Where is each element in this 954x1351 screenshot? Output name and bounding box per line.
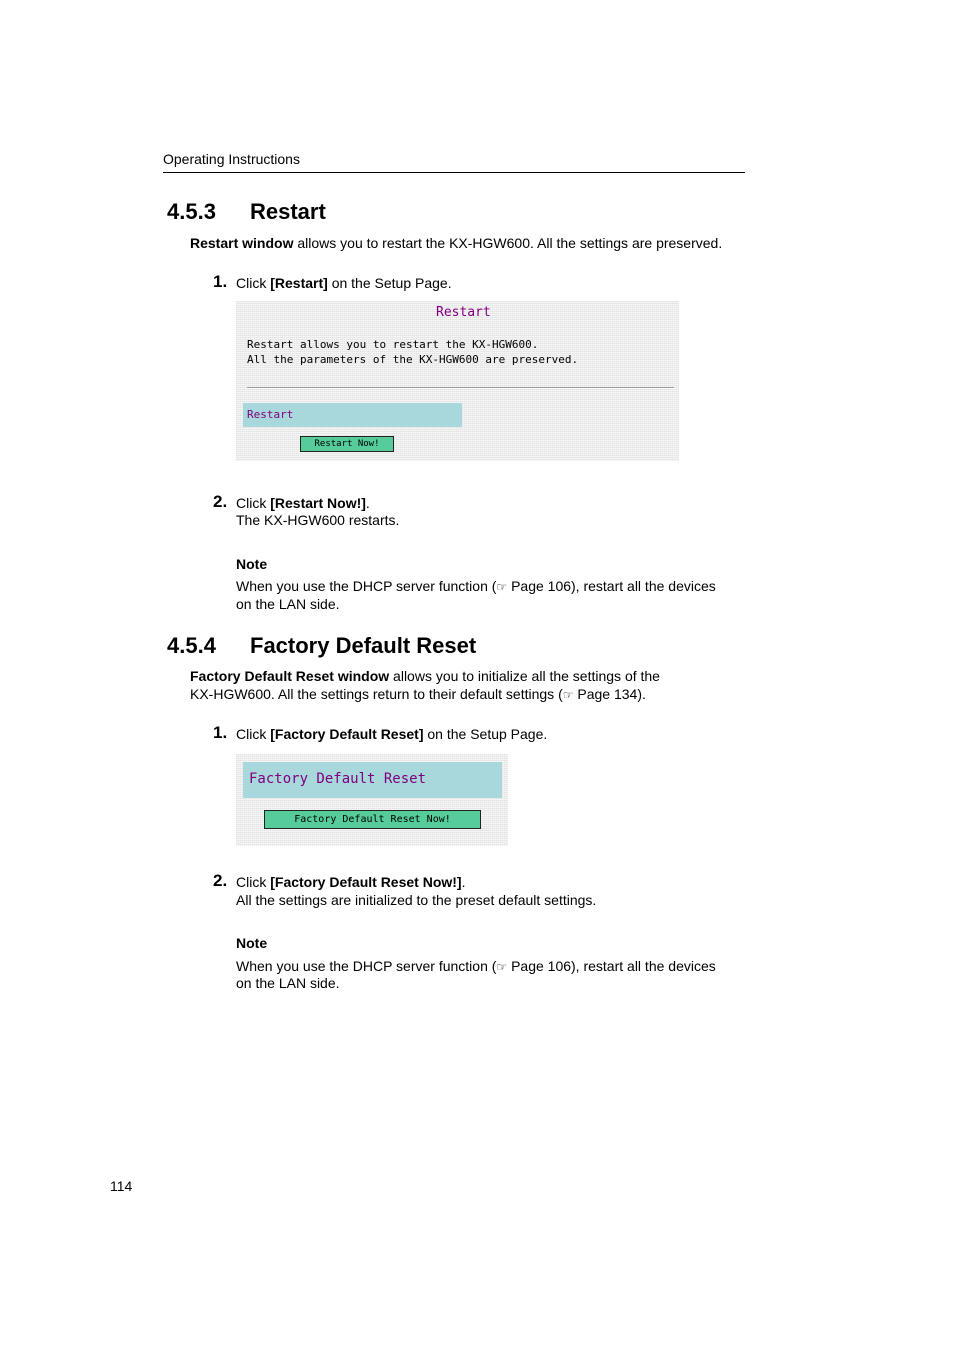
factory-step1-text <box>236 725 547 743</box>
restart-step1-text <box>236 274 452 292</box>
factory-section-bar <box>243 762 502 798</box>
factory-intro-bold: Factory Default Reset window <box>190 668 390 684</box>
restart-bar-label: Restart <box>247 408 294 421</box>
factory-step2-post: . <box>461 874 466 890</box>
factory-intro-line1 <box>190 667 660 685</box>
page-number: 114 <box>110 1178 133 1194</box>
factory-note-heading: Note <box>236 935 268 951</box>
restart-note-post: Page 106), restart all the devices <box>507 578 716 594</box>
factory-intro-line2-post: Page 134). <box>573 686 646 702</box>
factory-step1-post: on the Setup Page. <box>423 726 548 742</box>
restart-step2-pre: Click <box>236 495 271 511</box>
factory-step2-result: All the settings are initialized to the preset default settings. <box>236 892 597 908</box>
factory-step2-number: 2. <box>213 871 228 890</box>
restart-step2-post: . <box>365 495 370 511</box>
restart-note-line1 <box>236 577 716 596</box>
restart-step1-number: 1. <box>213 272 228 291</box>
restart-intro <box>190 234 722 252</box>
factory-note-line2: on the LAN side. <box>236 975 340 991</box>
restart-step2-result: The KX-HGW600 restarts. <box>236 512 400 528</box>
restart-step1-pre: Click <box>236 275 271 291</box>
pointing-hand-icon: ☞ <box>496 580 508 594</box>
restart-intro-text: allows you to restart the KX-HGW600. All the settings are preserved. <box>293 235 723 251</box>
restart-step1-post: on the Setup Page. <box>327 275 452 291</box>
restart-step2-text <box>236 494 370 512</box>
factory-intro-line2-pre: KX-HGW600. All the settings return to their default settings ( <box>190 686 563 702</box>
running-header: Operating Instructions <box>163 151 300 167</box>
restart-intro-bold: Restart window <box>190 235 294 251</box>
factory-note-pre: When you use the DHCP server function ( <box>236 958 497 974</box>
restart-screenshot <box>236 301 679 461</box>
restart-note-line2: on the LAN side. <box>236 596 340 612</box>
factory-step1-number: 1. <box>213 723 228 742</box>
section-number-factory: 4.5.4 <box>167 633 216 658</box>
factory-note-post: Page 106), restart all the devices <box>507 958 716 974</box>
factory-intro-line2 <box>190 685 646 704</box>
restart-panel-title: Restart <box>436 305 491 320</box>
section-title-factory: Factory Default Reset <box>250 633 477 658</box>
pointing-hand-icon: ☞ <box>496 960 508 974</box>
factory-step2-pre: Click <box>236 874 271 890</box>
factory-bar-label: Factory Default Reset <box>249 771 427 787</box>
restart-step2-number: 2. <box>213 492 228 511</box>
restart-panel-divider <box>247 387 674 389</box>
pointing-hand-icon: ☞ <box>562 688 574 702</box>
factory-step1-bold: [Factory Default Reset] <box>270 726 424 742</box>
header-rule <box>163 172 745 173</box>
restart-step2-bold: [Restart Now!] <box>270 495 366 511</box>
restart-step1-bold: [Restart] <box>270 275 328 291</box>
factory-step2-text <box>236 873 465 891</box>
factory-intro-text: allows you to initialize all the settings of the <box>389 668 660 684</box>
factory-screenshot <box>236 754 508 846</box>
factory-step2-bold: [Factory Default Reset Now!] <box>270 874 462 890</box>
restart-panel-line1: Restart allows you to restart the KX-HGW600. <box>247 338 539 351</box>
section-title-restart: Restart <box>250 199 326 224</box>
restart-note-pre: When you use the DHCP server function ( <box>236 578 497 594</box>
factory-step1-pre: Click <box>236 726 271 742</box>
section-number-restart: 4.5.3 <box>167 199 216 224</box>
restart-note-heading: Note <box>236 556 268 572</box>
restart-panel-line2: All the parameters of the KX-HGW600 are preserved. <box>247 353 579 366</box>
restart-section-bar <box>243 403 462 427</box>
factory-reset-now-button[interactable]: Factory Default Reset Now! <box>264 810 481 829</box>
restart-now-button[interactable]: Restart Now! <box>300 436 394 452</box>
